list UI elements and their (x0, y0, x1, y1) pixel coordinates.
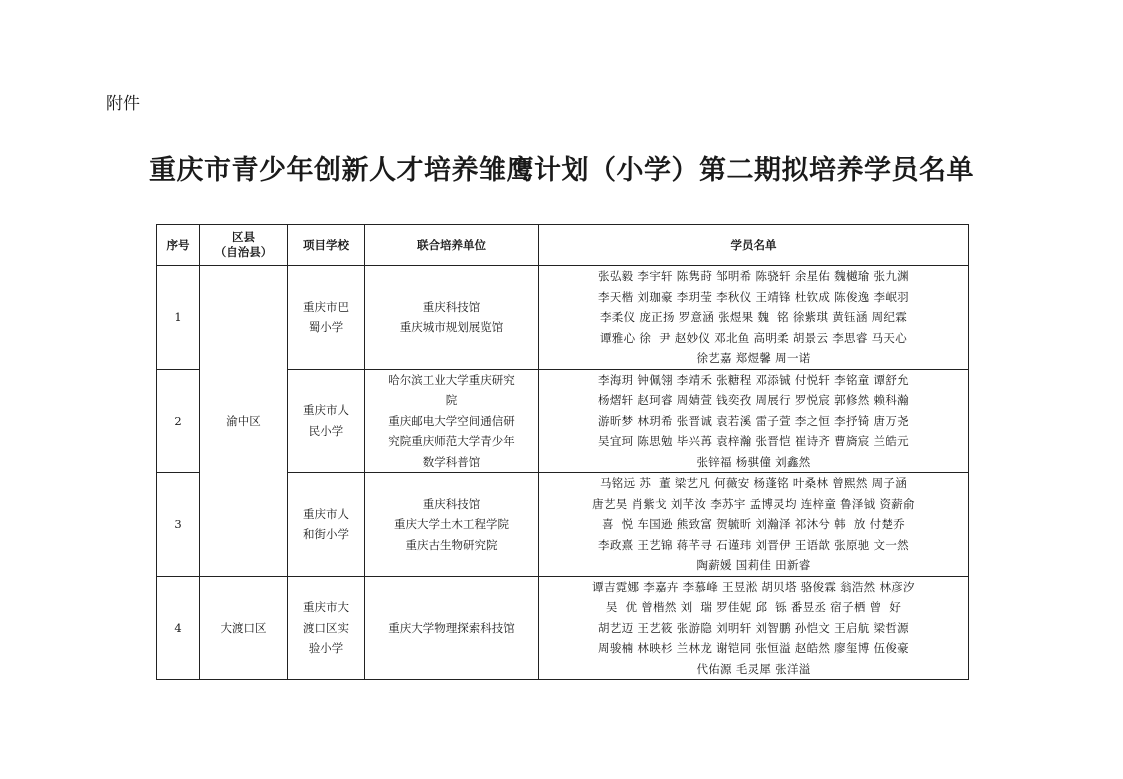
school-line: 重庆市巴 (303, 299, 349, 314)
school-line: 重庆市大 (303, 600, 349, 614)
district-cell: 大渡口区 (200, 576, 288, 680)
students-line: 马铭远 苏 董 梁艺凡 何薇安 杨蓬铭 叶桑林 曾熙然 周子涵 (600, 476, 907, 490)
table-row (157, 576, 969, 680)
seq-cell: 1 (157, 266, 200, 370)
partner-line: 重庆城市规划展览馆 (399, 320, 504, 335)
students-line: 周骏楠 林映杉 兰林龙 谢铠同 张恒溢 赵皓然 廖玺博 伍俊豪 (598, 641, 909, 655)
school-cell (288, 266, 365, 370)
table-header-row (157, 225, 969, 266)
school-line: 民小学 (308, 423, 344, 438)
students-line: 李政熹 王艺锦 蒋芊寻 石谨玮 刘晋伊 王语歆 张原驰 文一然 (598, 537, 909, 552)
header-school: 项目学校 (288, 225, 365, 266)
partner-line: 重庆科技馆 (422, 496, 481, 511)
partner-line: 重庆大学物理探索科技馆 (388, 620, 515, 635)
partner-cell (365, 369, 539, 473)
students-line: 吴 优 曾楷然 刘 瑞 罗佳妮 邱 铄 番昱丞 宿子栖 曾 好 (605, 600, 902, 614)
students-line: 张锌福 杨骐僮 刘鑫然 (696, 454, 811, 469)
school-line: 重庆市人 (303, 506, 349, 521)
partner-cell (365, 576, 539, 680)
students-line: 唐艺昊 肖紫戈 刘芊汝 李苏宇 孟博灵均 连梓童 鲁泽钺 资薪俞 (592, 496, 915, 511)
student-roster-table (156, 224, 969, 680)
partner-line: 重庆古生物研究院 (405, 537, 498, 552)
students-cell (539, 473, 969, 577)
students-line: 谭雅心 徐 尹 赵妙仪 邓北鱼 高明柔 胡景云 李思睿 马天心 (600, 330, 907, 345)
students-cell (539, 369, 969, 473)
students-line: 胡艺迈 王艺筱 张游隐 刘明轩 刘智鹏 孙恺文 王启航 梁哲源 (598, 620, 909, 635)
students-line: 李柔仪 庞正扬 罗意涵 张煜果 魏 铭 徐紫琪 黄钰涵 周纪霖 (600, 310, 907, 324)
header-district-line1: 区县 (232, 230, 255, 244)
students-line: 杨熠轩 赵珂睿 周婧萱 钱奕孜 周展行 罗悦宸 郭修然 赖科瀚 (598, 393, 909, 407)
seq-cell: 2 (157, 369, 200, 473)
school-line: 重庆市人 (303, 403, 349, 418)
partner-line: 重庆邮电大学空间通信研 (388, 413, 515, 428)
partner-line: 数学科普馆 (422, 454, 481, 469)
students-line: 谭吉霓娜 李嘉卉 李慕峰 王昱淞 胡贝塔 骆俊霖 翁浩然 林彦汐 (592, 579, 915, 594)
header-district (200, 225, 288, 266)
seq-cell: 4 (157, 576, 200, 680)
school-line: 验小学 (308, 641, 344, 655)
attachment-label: 附件 (106, 94, 140, 114)
partner-line: 重庆科技馆 (422, 299, 481, 314)
header-students: 学员名单 (539, 225, 969, 266)
students-line: 李海玥 钟佩翎 李靖禾 张糖程 邓添铖 付悦轩 李铭童 谭舒允 (598, 372, 909, 387)
partner-line: 院 (445, 393, 458, 407)
students-cell (539, 266, 969, 370)
header-district-line2: （自治县） (214, 245, 273, 259)
school-line: 和街小学 (303, 527, 349, 542)
school-line: 渡口区实 (303, 620, 349, 635)
partner-line: 哈尔滨工业大学重庆研究 (388, 372, 515, 387)
students-line: 陶薪媛 国莉佳 田新睿 (696, 558, 811, 572)
school-cell (288, 369, 365, 473)
students-line: 李天楷 刘珈豪 李玥莹 李秋仪 王靖锋 杜钦成 陈俊逸 李岷羽 (598, 289, 909, 304)
students-cell (539, 576, 969, 680)
document-title: 重庆市青少年创新人才培养雏鹰计划（小学）第二期拟培养学员名单 (149, 155, 974, 186)
students-line: 游昕梦 林玥希 张晋诚 袁若溪 雷子萱 李之恒 李抒锜 唐万尧 (598, 413, 909, 428)
school-line: 蜀小学 (308, 320, 344, 335)
students-line: 喜 悦 车国逊 熊致富 贺毓昕 刘瀚泽 祁沐兮 韩 放 付楚乔 (601, 517, 906, 531)
students-line: 张弘毅 李宇轩 陈隽莳 邹明希 陈骁轩 余星佑 魏樾瑜 张九渊 (598, 269, 909, 283)
partner-line: 究院重庆师范大学青少年 (388, 434, 515, 448)
header-partner: 联合培养单位 (365, 225, 539, 266)
students-line: 吴宜珂 陈思勉 毕兴苒 袁梓瀚 张晋恺 崔诗齐 曹旖宸 兰皓元 (598, 434, 909, 448)
header-seq: 序号 (157, 225, 200, 266)
school-cell (288, 473, 365, 577)
students-line: 代佑源 毛灵犀 张洋溢 (696, 661, 811, 676)
partner-cell (365, 266, 539, 370)
school-cell (288, 576, 365, 680)
seq-cell: 3 (157, 473, 200, 577)
partner-line: 重庆大学土木工程学院 (394, 517, 509, 531)
students-line: 徐艺嘉 郑煜馨 周一诺 (696, 351, 811, 365)
table-row (157, 266, 969, 370)
partner-cell (365, 473, 539, 577)
district-cell: 渝中区 (200, 266, 288, 577)
